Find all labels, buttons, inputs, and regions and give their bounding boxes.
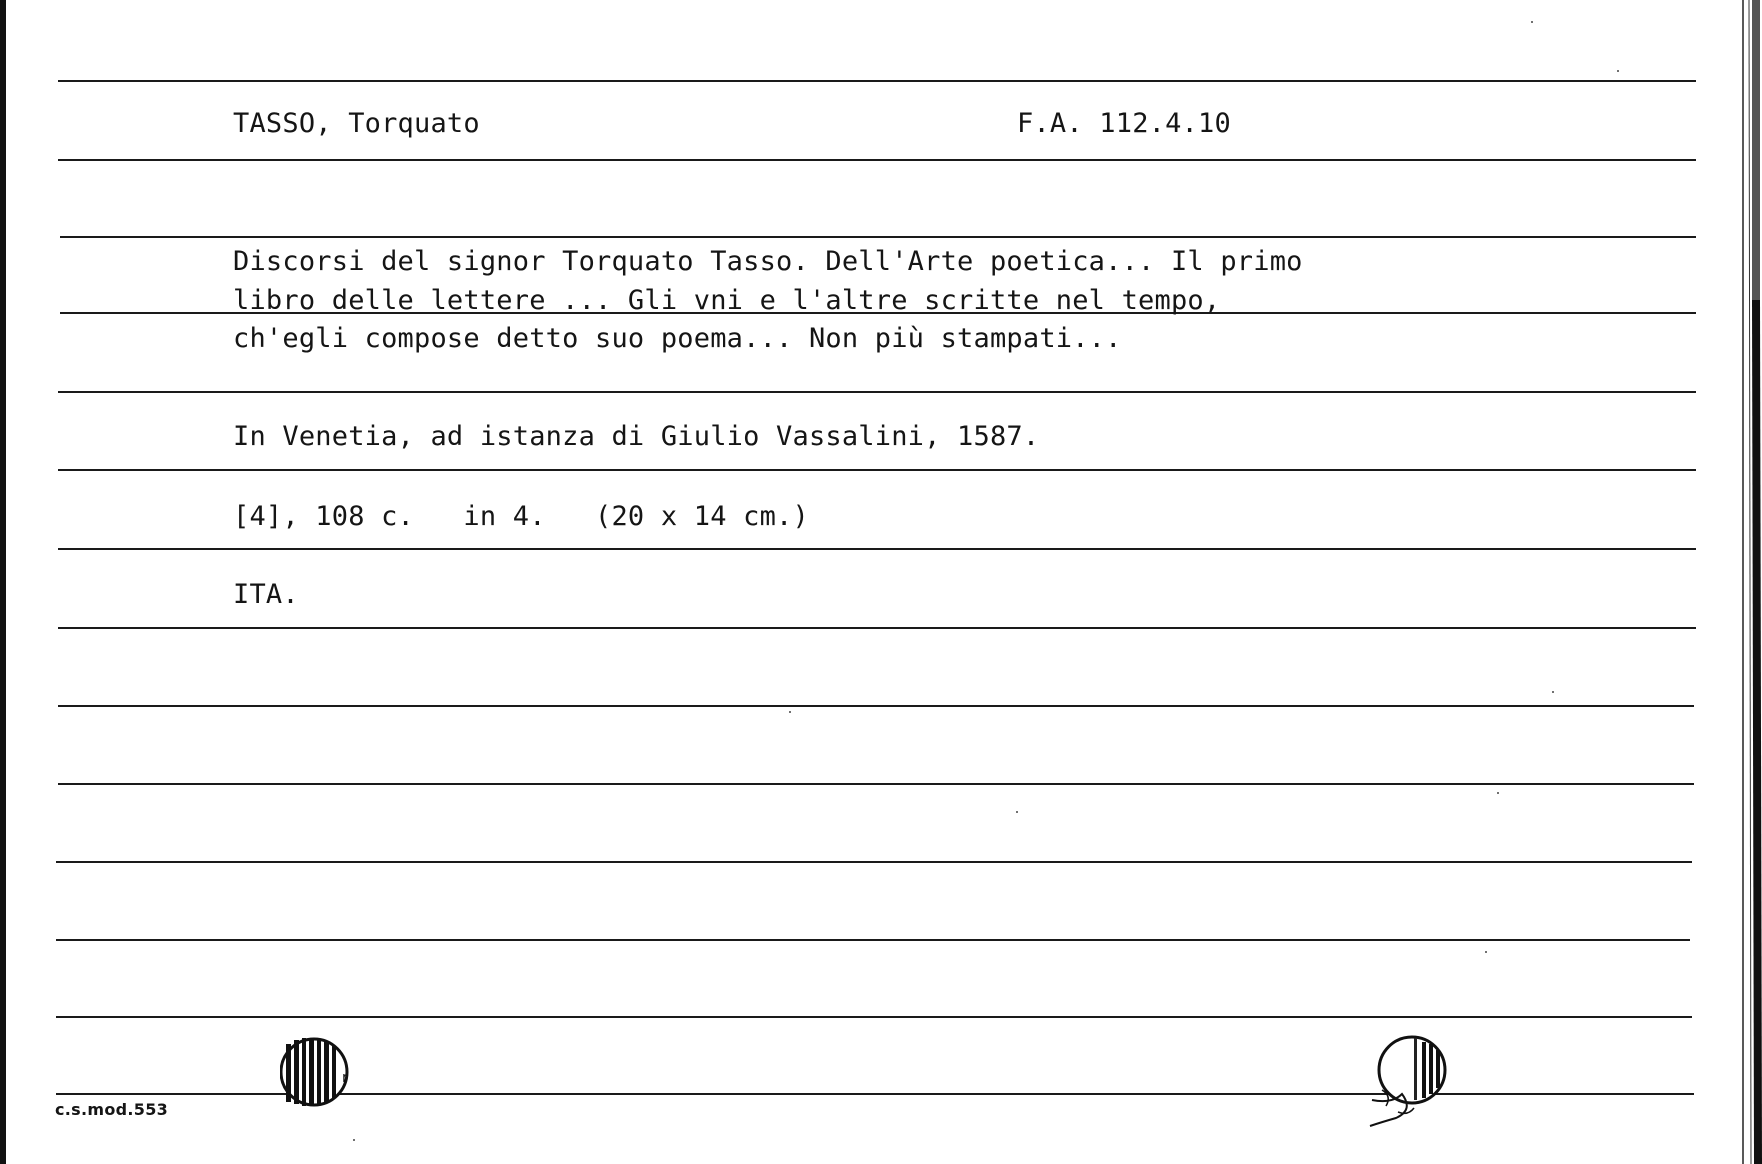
scan-speck — [1531, 21, 1533, 23]
scan-speck — [1552, 691, 1554, 693]
form-code: c.s.mod.553 — [55, 1100, 169, 1119]
ruled-line — [56, 1016, 1692, 1018]
ruled-line — [58, 783, 1694, 785]
punch-hole-right-icon — [1362, 1030, 1452, 1130]
author-heading: TASSO, Torquato — [233, 108, 480, 139]
ruled-line — [58, 705, 1694, 707]
ruled-line — [58, 548, 1696, 550]
ruled-line — [58, 627, 1696, 629]
scan-speck — [353, 1139, 355, 1141]
ruled-line — [56, 939, 1690, 941]
collation: [4], 108 c. in 4. (20 x 14 cm.) — [233, 501, 809, 532]
scan-speck — [1617, 70, 1619, 72]
language: ITA. — [233, 579, 299, 610]
scan-speck — [1016, 811, 1018, 813]
scan-speck — [1485, 951, 1487, 953]
ruled-line — [56, 861, 1692, 863]
ruled-line — [58, 391, 1696, 393]
title-line-2: libro delle lettere ... Gli vni e l'altre scritte nel tempo, — [233, 285, 1221, 316]
title-line-1: Discorsi del signor Torquato Tasso. Dell'Arte poetica... Il primo — [233, 246, 1303, 277]
punch-hole-left-icon — [280, 1034, 356, 1114]
ruled-line — [58, 469, 1696, 471]
shelfmark: F.A. 112.4.10 — [1017, 108, 1231, 139]
scan-edge-left — [0, 0, 6, 1164]
scan-speck — [789, 711, 791, 713]
ruled-line — [60, 236, 1696, 238]
scan-edge-right — [1740, 0, 1762, 1164]
ruled-line — [58, 80, 1696, 82]
title-line-3: ch'egli compose detto suo poema... Non più stampati... — [233, 323, 1122, 354]
imprint: In Venetia, ad istanza di Giulio Vassalini, 1587. — [233, 421, 1040, 452]
ruled-line — [58, 159, 1696, 161]
svg-text:r: r — [342, 1070, 348, 1086]
scan-speck — [1497, 792, 1499, 794]
